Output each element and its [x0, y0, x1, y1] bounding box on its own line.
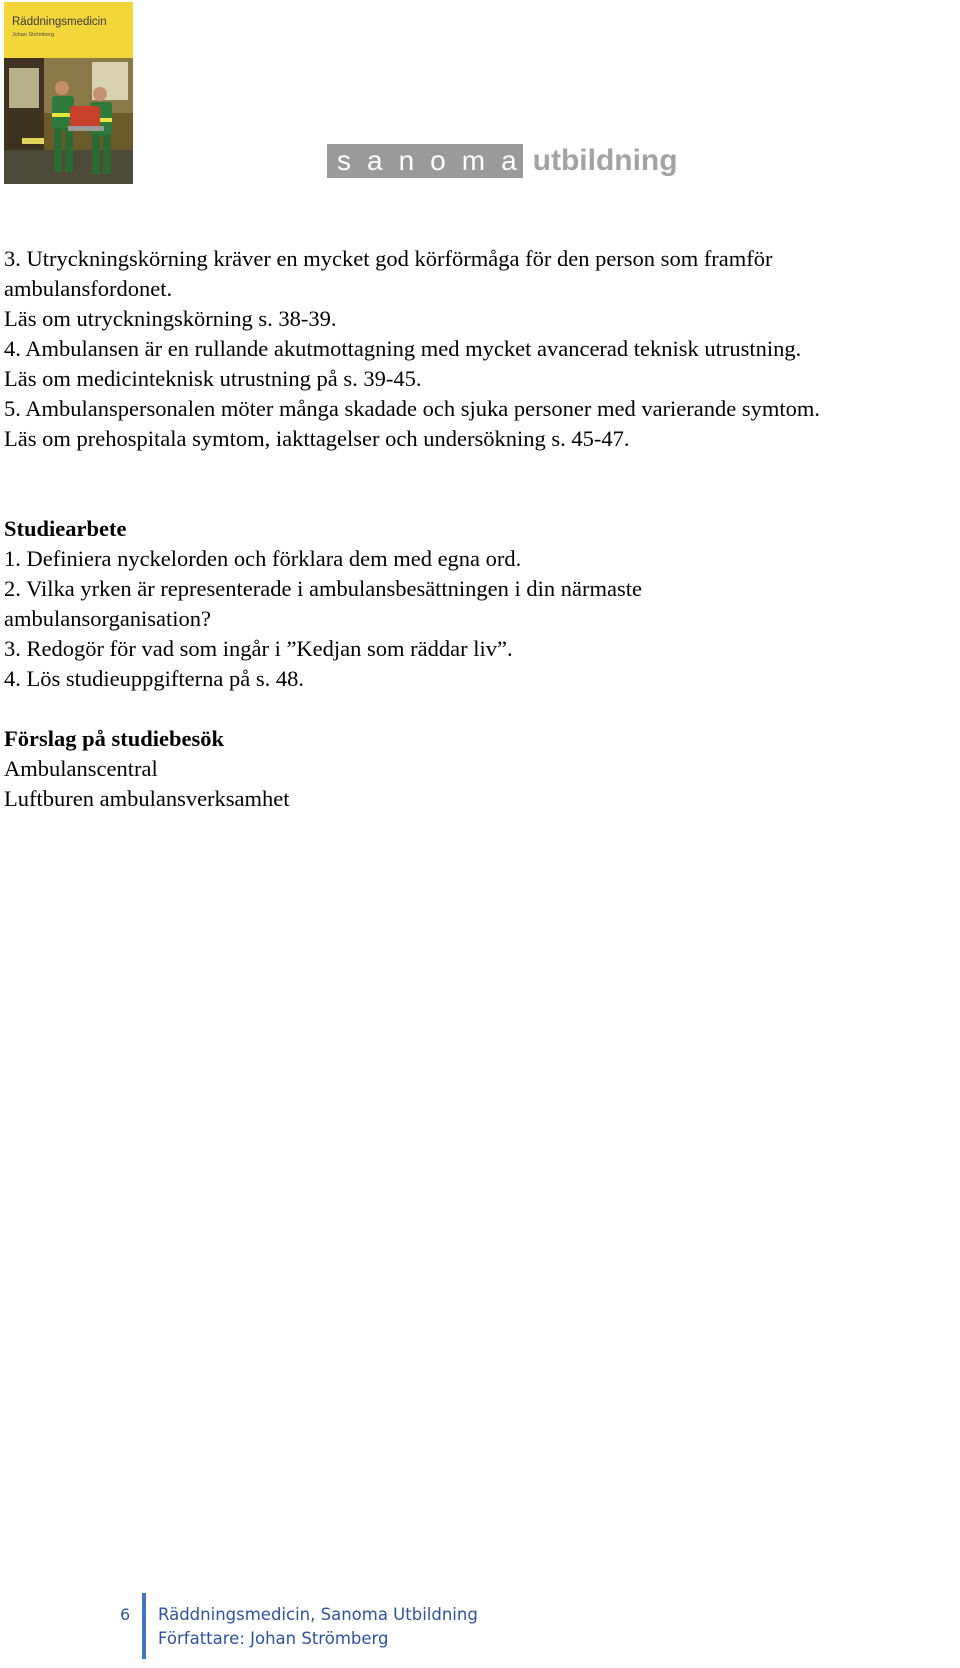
section-heading-studiearbete: Studiearbete — [4, 516, 127, 541]
study-task: 4. Lös studieuppgifterna på s. 48. — [4, 666, 304, 691]
logo-letter: o — [430, 145, 462, 176]
logo-letter: m — [461, 145, 502, 176]
footer-text — [158, 1593, 478, 1659]
logo-sanoma-box — [327, 144, 523, 178]
body-line: 3. Utryckningskörning kräver en mycket god körförmåga för den person som framför — [4, 246, 773, 271]
footer-book-info: Räddningsmedicin, Sanoma Utbildning — [158, 1605, 478, 1624]
study-task: ambulansorganisation? — [4, 606, 212, 631]
body-line: 4. Ambulansen är en rullande akutmottagning med mycket avancerad teknisk utrustning. — [4, 336, 802, 361]
logo-utbildning-word: utbildning — [532, 144, 678, 177]
study-task: 1. Definiera nyckelorden och förklara dem med egna ord. — [4, 546, 522, 571]
cover-author: Johan Strömberg — [12, 32, 55, 38]
page-number: 6 — [120, 1605, 131, 1624]
logo-letter: a — [501, 145, 517, 176]
sanoma-utbildning-logo — [327, 143, 678, 179]
visit-suggestion: Luftburen ambulansverksamhet — [4, 786, 290, 811]
study-task: 3. Redogör för vad som ingår i ”Kedjan som räddar liv”. — [4, 636, 513, 661]
ambulance-photo-illustration — [4, 58, 133, 184]
spacer — [4, 454, 954, 514]
body-line: Läs om prehospitala symtom, iakttagelser och undersökning s. 45-47. — [4, 426, 630, 451]
body-line: Läs om utryckningskörning s. 38-39. — [4, 306, 337, 331]
logo-letter: n — [398, 145, 431, 176]
footer-divider — [142, 1593, 146, 1659]
logo-letter: s — [337, 145, 367, 176]
document-body — [4, 244, 954, 814]
body-line: ambulansfordonet. — [4, 276, 173, 301]
visit-suggestion: Ambulanscentral — [4, 756, 158, 781]
footer-author: Författare: Johan Strömberg — [158, 1629, 389, 1648]
study-task: 2. Vilka yrken är representerade i ambulansbesättningen i din närmaste — [4, 576, 643, 601]
body-line: 5. Ambulanspersonalen möter många skadade och sjuka personer med varierande symtom. — [4, 396, 821, 421]
logo-letter: a — [367, 145, 399, 176]
book-cover — [4, 2, 133, 184]
cover-photo — [4, 58, 133, 184]
cover-title: Räddningsmedicin — [12, 16, 107, 28]
page-footer — [120, 1593, 478, 1659]
spacer — [4, 694, 954, 724]
section-heading-studiebesok: Förslag på studiebesök — [4, 726, 225, 751]
body-line: Läs om medicinteknisk utrustning på s. 39-45. — [4, 366, 422, 391]
